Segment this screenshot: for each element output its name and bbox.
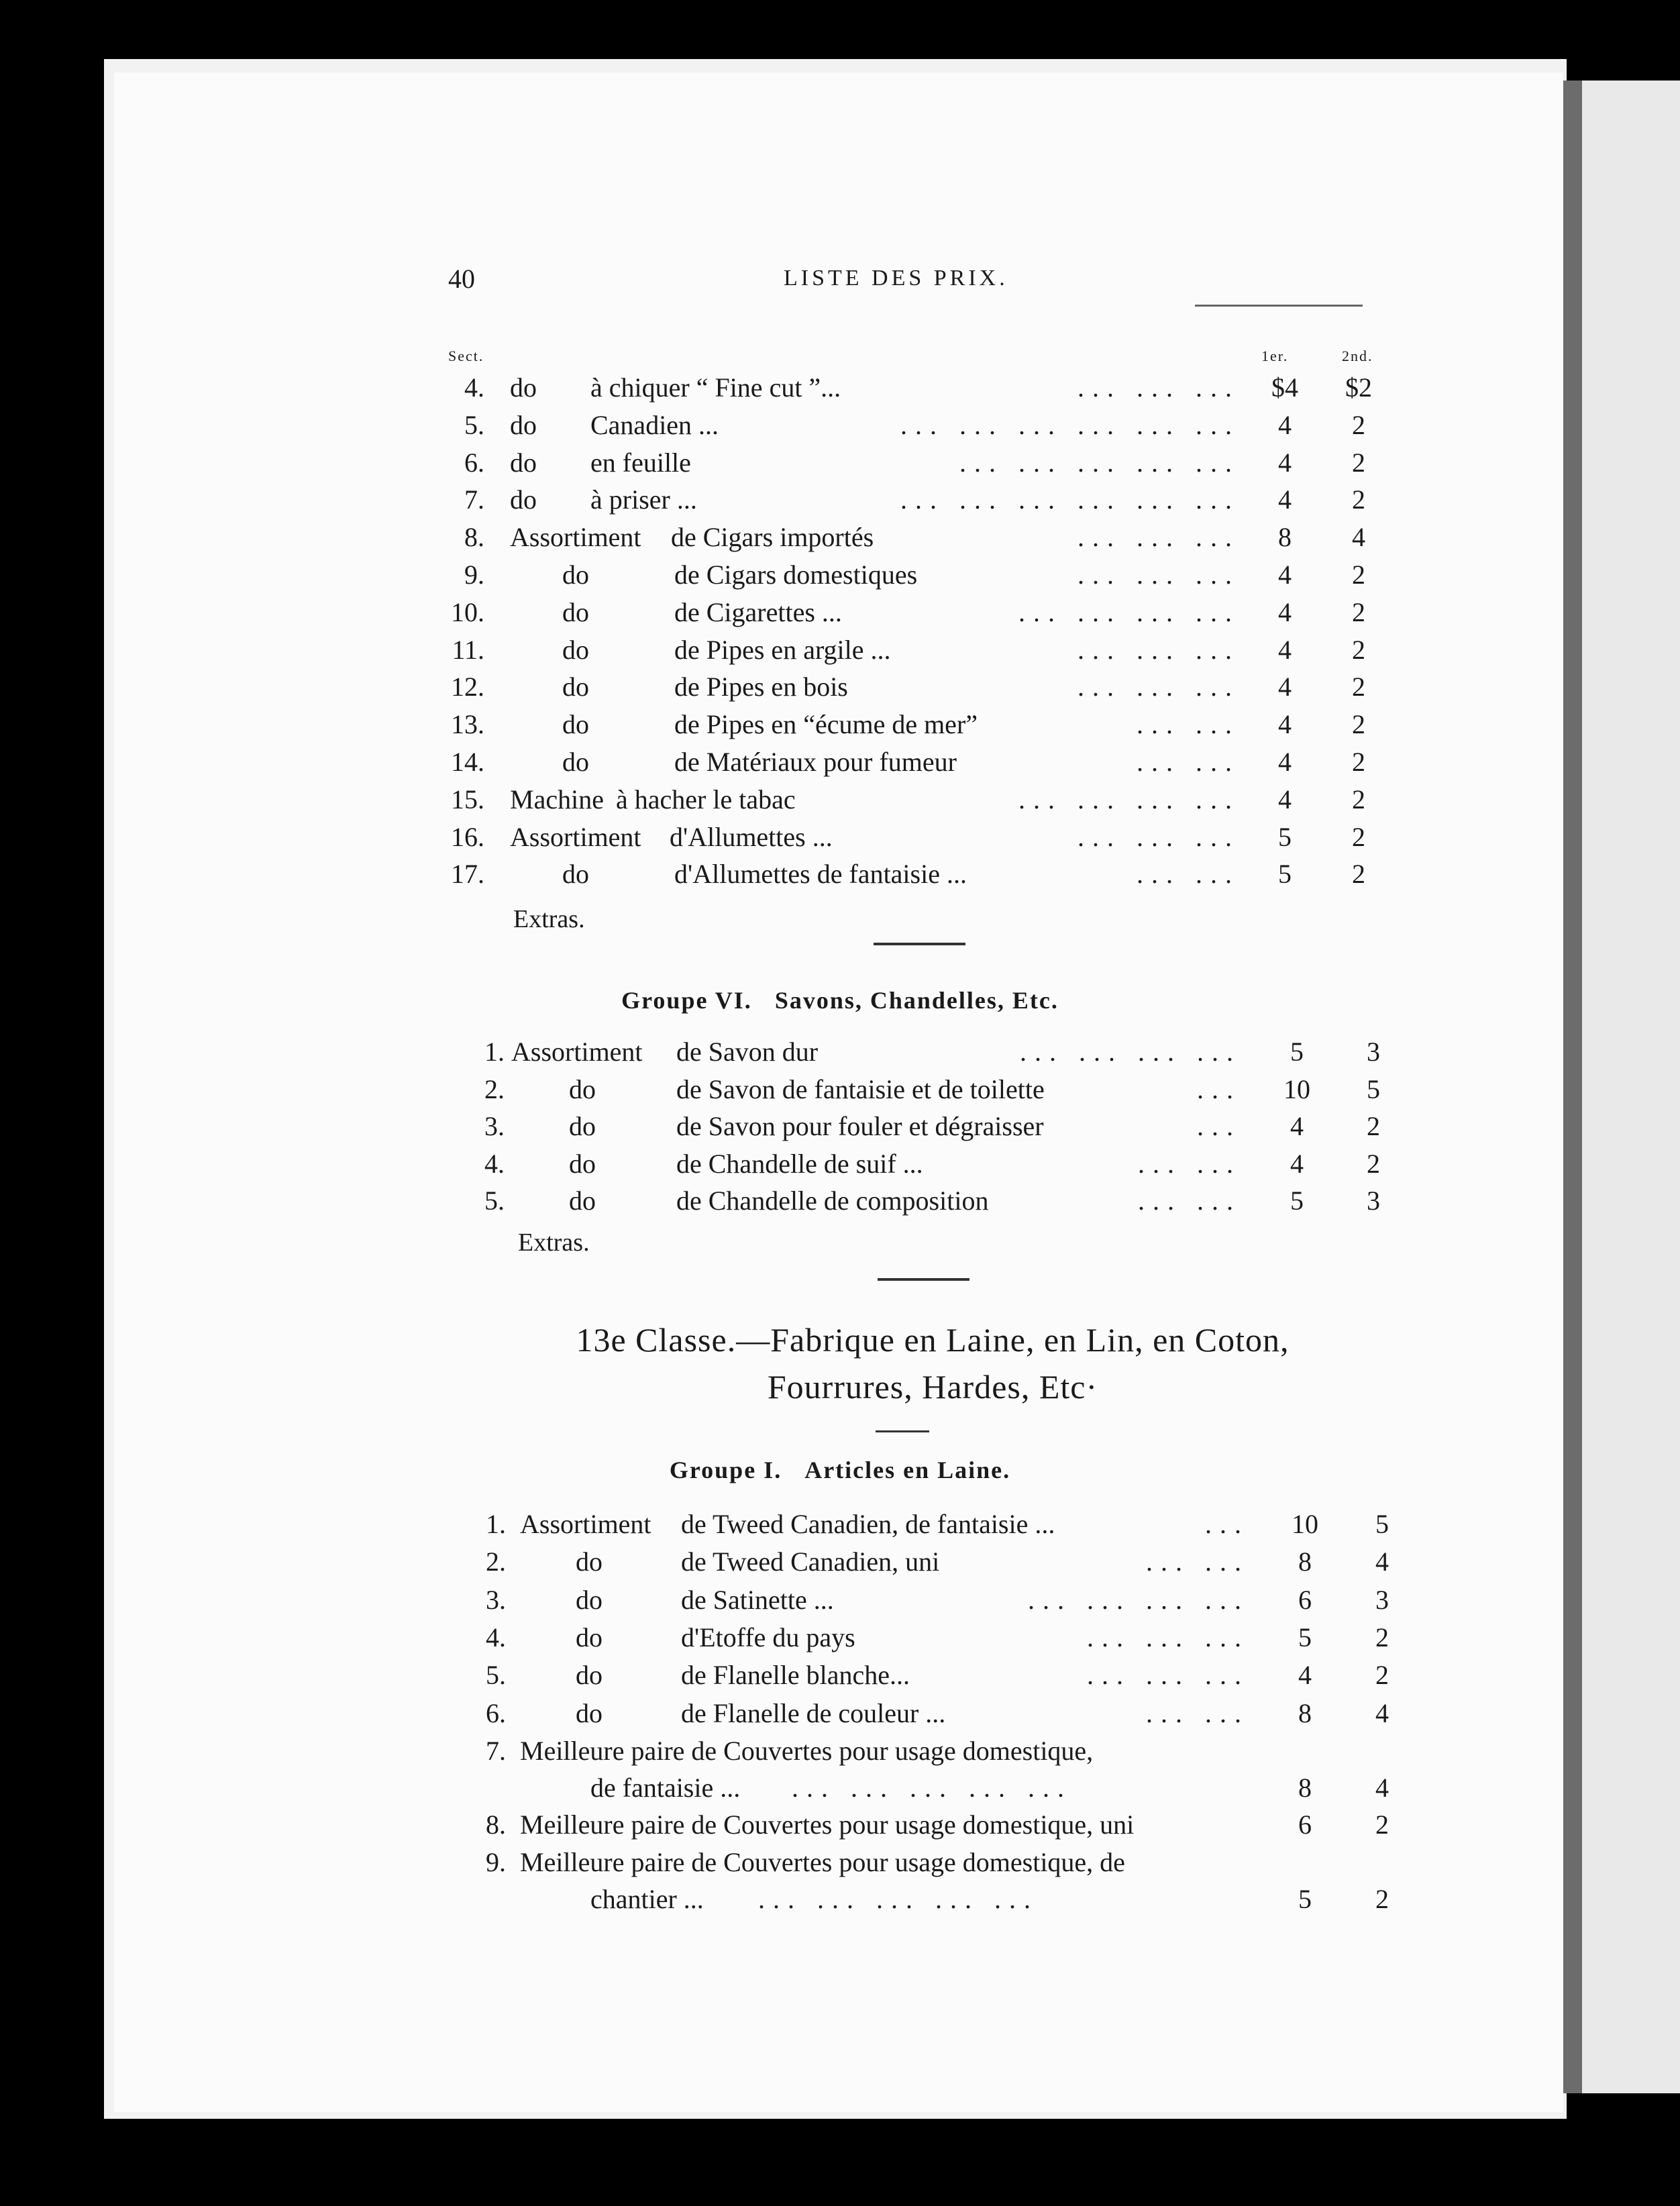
header-rule: [1195, 305, 1363, 307]
leader-dots: ... ... ...: [1087, 1622, 1249, 1652]
first-prize: 8: [1298, 1697, 1312, 1728]
table-row: [0, 1844, 1680, 1881]
second-prize: $2: [1345, 372, 1372, 403]
first-prize: 4: [1278, 484, 1292, 515]
row-description: de Flanelle blanche...: [681, 1660, 910, 1691]
separator: [874, 943, 965, 945]
leader-dots: ... ...: [1138, 1186, 1241, 1216]
row-number: 10.: [451, 596, 484, 627]
row-description: Meilleure paire de Couvertes pour usage domestique,: [520, 1736, 1094, 1766]
row-name: do: [562, 709, 589, 740]
row-name: do: [510, 372, 537, 403]
row-name: Assortiment: [510, 821, 641, 852]
row-name: do: [510, 447, 537, 478]
second-prize: 3: [1375, 1584, 1389, 1615]
group-name: Articles en Laine.: [804, 1457, 1011, 1483]
row-description: de Chandelle de composition: [676, 1186, 989, 1216]
table-row-continuation: [0, 1769, 1680, 1807]
second-prize: 2: [1352, 859, 1365, 890]
leader-dots: ... ...: [1146, 1697, 1249, 1728]
first-prize: 4: [1278, 560, 1292, 590]
column-header-second: 2nd.: [1342, 348, 1373, 364]
first-prize: 8: [1298, 1773, 1312, 1803]
class-heading-line: 13e Classe.—Fabrique en Laine, en Lin, en Coton,: [576, 1321, 1290, 1359]
second-prize: 2: [1352, 560, 1365, 590]
table-row: [0, 631, 1680, 669]
first-prize: 10: [1283, 1073, 1310, 1104]
row-number: 7.: [486, 1736, 506, 1766]
row-description: de Flanelle de couleur ...: [681, 1697, 946, 1728]
row-name: do: [576, 1546, 602, 1577]
table-row: [0, 1619, 1680, 1657]
first-prize: 5: [1278, 859, 1292, 890]
table-row-continuation: [0, 1881, 1680, 1918]
table-row: [0, 369, 1680, 407]
row-name: do: [562, 634, 589, 665]
row-name: do: [576, 1697, 602, 1728]
class-heading-line: Fourrures, Hardes, Etc·: [767, 1368, 1098, 1406]
first-prize: 10: [1292, 1509, 1318, 1539]
leader-dots: ... ... ... ...: [1020, 1037, 1241, 1067]
row-description: d'Etoffe du pays: [681, 1622, 855, 1652]
class-heading: [470, 1316, 1396, 1410]
row-name: do: [562, 672, 589, 702]
row-name: do: [569, 1111, 596, 1141]
table-row: [0, 1806, 1680, 1844]
row-name: do: [510, 409, 537, 440]
group-name: Savons, Chandelles, Etc.: [774, 987, 1059, 1014]
row-description: de Matériaux pour fumeur: [674, 747, 957, 777]
row-name: Assortiment: [520, 1509, 651, 1539]
row-name: do: [576, 1622, 602, 1652]
first-prize: 4: [1278, 747, 1292, 777]
second-prize: 2: [1352, 747, 1365, 777]
leader-dots: ... ... ...: [1087, 1660, 1249, 1691]
table-row: [0, 1732, 1680, 1770]
row-name: Assortiment: [510, 522, 641, 553]
row-number: 14.: [451, 747, 484, 777]
first-prize: 4: [1278, 784, 1292, 815]
second-prize: 2: [1352, 672, 1365, 702]
leader-dots: ... ... ...: [1078, 560, 1240, 590]
second-prize: 2: [1352, 821, 1365, 852]
column-header-section: Sect.: [448, 348, 484, 364]
table-row: [0, 594, 1680, 631]
group-label: Groupe I.: [669, 1457, 782, 1483]
second-prize: 2: [1352, 409, 1365, 440]
row-description: de Pipes en “écume de mer”: [674, 709, 978, 740]
row-description: de Tweed Canadien, uni: [681, 1546, 940, 1577]
row-number: 11.: [452, 634, 484, 665]
table-row: [0, 819, 1680, 856]
first-prize: 6: [1298, 1809, 1312, 1840]
first-prize: $4: [1271, 372, 1298, 403]
row-description: de Savon pour fouler et dégraisser: [676, 1111, 1044, 1141]
group-i-title: [0, 1456, 1680, 1484]
row-description: en feuille: [590, 447, 691, 478]
row-name: do: [576, 1660, 602, 1691]
row-description: d'Allumettes de fantaisie ...: [674, 859, 967, 890]
table-row: [0, 556, 1680, 594]
leader-dots: ... ...: [1137, 859, 1240, 890]
second-prize: 4: [1375, 1773, 1389, 1803]
first-prize: 4: [1278, 596, 1292, 627]
extras-label: Extras.: [518, 1228, 590, 1257]
row-description: de Savon dur: [676, 1037, 819, 1067]
row-name: do: [569, 1186, 596, 1216]
table-row: [0, 1071, 1680, 1108]
row-number: 4.: [464, 372, 484, 403]
second-prize: 2: [1375, 1809, 1389, 1840]
row-number: 4.: [486, 1622, 506, 1652]
first-prize: 6: [1298, 1584, 1312, 1615]
table-row: [0, 1145, 1680, 1183]
first-prize: 5: [1290, 1186, 1304, 1216]
leader-dots: ... ... ... ... ...: [959, 447, 1240, 478]
row-description: Meilleure paire de Couvertes pour usage domestique, de: [520, 1847, 1125, 1877]
row-description: Meilleure paire de Couvertes pour usage domestique, uni: [520, 1809, 1135, 1840]
table-row: [0, 1033, 1680, 1071]
row-number: 1.: [484, 1037, 505, 1067]
leader-dots: ... ... ...: [1078, 672, 1240, 702]
first-prize: 8: [1278, 522, 1292, 553]
row-name: do: [510, 484, 537, 515]
group-label: Groupe VI.: [621, 987, 752, 1014]
table-row: [0, 481, 1680, 519]
row-number: 8.: [486, 1809, 506, 1840]
table-row: [0, 855, 1680, 893]
row-description: de Satinette ...: [681, 1584, 834, 1615]
row-name: do: [562, 747, 589, 777]
separator: [876, 1430, 929, 1432]
first-prize: 4: [1290, 1111, 1304, 1141]
row-number: 12.: [451, 672, 484, 702]
row-description: de Cigars domestiques: [674, 560, 918, 590]
leader-dots: ... ... ... ...: [1018, 596, 1240, 627]
second-prize: 3: [1367, 1037, 1380, 1067]
leader-dots: ... ...: [1146, 1546, 1249, 1577]
leader-dots: ... ...: [1138, 1148, 1241, 1179]
first-prize: 4: [1278, 634, 1292, 665]
row-number: 2.: [484, 1073, 505, 1104]
row-number: 6.: [464, 447, 484, 478]
second-prize: 2: [1352, 484, 1365, 515]
leader-dots: ... ... ...: [1078, 372, 1240, 403]
leader-dots: ... ... ... ...: [1028, 1584, 1249, 1615]
table-row: [0, 743, 1680, 781]
row-description: à chiquer “ Fine cut ”...: [590, 372, 841, 403]
row-number: 9.: [464, 560, 484, 590]
table-row: [0, 1657, 1680, 1694]
row-description: chantier ...: [590, 1884, 704, 1914]
separator: [878, 1278, 969, 1281]
page-header: [448, 263, 1367, 297]
row-number: 17.: [451, 859, 484, 890]
row-number: 16.: [451, 821, 484, 852]
row-description: à priser ...: [590, 484, 697, 515]
table-row: [0, 706, 1680, 743]
row-number: 4.: [484, 1148, 505, 1179]
first-prize: 4: [1278, 709, 1292, 740]
leader-dots: ...: [1197, 1111, 1241, 1141]
running-title: LISTE DES PRIX.: [784, 266, 1008, 291]
row-number: 9.: [486, 1847, 506, 1877]
row-number: 3.: [486, 1584, 506, 1615]
leader-dots: ... ... ... ...: [1018, 784, 1240, 815]
leader-dots: ... ...: [1137, 747, 1240, 777]
row-description: d'Allumettes ...: [670, 821, 833, 852]
first-prize: 8: [1298, 1546, 1312, 1577]
row-description: de Chandelle de suif ...: [676, 1148, 923, 1179]
row-number: 5.: [486, 1660, 506, 1691]
second-prize: 2: [1352, 784, 1365, 815]
first-prize: 5: [1298, 1884, 1312, 1914]
table-row: [0, 519, 1680, 556]
extras-label: Extras.: [513, 905, 585, 933]
row-name: do: [562, 596, 589, 627]
second-prize: 2: [1367, 1111, 1380, 1141]
second-prize: 2: [1375, 1660, 1389, 1691]
first-prize: 5: [1290, 1037, 1304, 1067]
row-description: de Cigars importés: [671, 522, 874, 553]
table-row: [0, 1182, 1680, 1220]
second-prize: 2: [1352, 596, 1365, 627]
second-prize: 5: [1367, 1073, 1380, 1104]
leader-dots: ... ... ... ... ...: [758, 1884, 1039, 1914]
leader-dots: ... ...: [1137, 709, 1240, 740]
second-prize: 2: [1375, 1622, 1389, 1652]
row-number: 1.: [486, 1509, 506, 1539]
leader-dots: ... ... ...: [1078, 634, 1240, 665]
leader-dots: ...: [1205, 1509, 1249, 1539]
group-vi-title: [0, 986, 1680, 1014]
first-prize: 4: [1278, 447, 1292, 478]
second-prize: 2: [1352, 447, 1365, 478]
row-name: do: [576, 1584, 602, 1615]
second-prize: 4: [1375, 1546, 1389, 1577]
row-description: de Pipes en argile ...: [674, 634, 891, 665]
row-description: de Tweed Canadien, de fantaisie ...: [681, 1509, 1055, 1539]
row-name: do: [569, 1073, 596, 1104]
first-prize: 4: [1278, 672, 1292, 702]
table-row: [0, 668, 1680, 706]
second-prize: 2: [1375, 1884, 1389, 1914]
leader-dots: ... ... ... ... ... ...: [900, 484, 1240, 515]
row-description: de Pipes en bois: [674, 672, 848, 702]
second-prize: 2: [1352, 634, 1365, 665]
row-number: 5.: [464, 409, 484, 440]
first-prize: 4: [1278, 409, 1292, 440]
second-prize: 4: [1352, 522, 1365, 553]
leader-dots: ... ... ...: [1078, 821, 1240, 852]
row-number: 6.: [486, 1697, 506, 1728]
row-name: do: [569, 1148, 596, 1179]
row-description: à hacher le tabac: [616, 784, 796, 815]
column-header-first: 1er.: [1261, 348, 1289, 364]
row-number: 7.: [464, 484, 484, 515]
row-description: de fantaisie ...: [590, 1773, 741, 1803]
table-row: [0, 1581, 1680, 1619]
first-prize: 5: [1298, 1622, 1312, 1652]
first-prize: 4: [1290, 1148, 1304, 1179]
row-number: 13.: [451, 709, 484, 740]
leader-dots: ... ... ... ... ...: [792, 1773, 1072, 1803]
second-prize: 3: [1367, 1186, 1380, 1216]
row-name: do: [562, 859, 589, 890]
leader-dots: ...: [1197, 1073, 1241, 1104]
table-row: [0, 444, 1680, 482]
row-number: 5.: [484, 1186, 505, 1216]
row-description: de Savon de fantaisie et de toilette: [676, 1073, 1045, 1104]
first-prize: 5: [1278, 821, 1292, 852]
second-prize: 5: [1375, 1509, 1389, 1539]
table-row: [0, 1108, 1680, 1145]
page-number: 40: [448, 264, 475, 294]
row-name: Assortiment: [511, 1037, 643, 1067]
table-row: [0, 781, 1680, 819]
leader-dots: ... ... ...: [1078, 522, 1240, 553]
row-name: Machine: [510, 784, 604, 815]
row-description: Canadien ...: [590, 409, 719, 440]
second-prize: 4: [1375, 1697, 1389, 1728]
table-row: [0, 1506, 1680, 1543]
row-number: 15.: [451, 784, 484, 815]
table-row: [0, 1695, 1680, 1732]
table-row: [0, 407, 1680, 444]
first-prize: 4: [1298, 1660, 1312, 1691]
second-prize: 2: [1352, 709, 1365, 740]
table-row: [0, 1543, 1680, 1581]
row-name: do: [562, 560, 589, 590]
row-number: 3.: [484, 1111, 505, 1141]
leader-dots: ... ... ... ... ... ...: [900, 409, 1240, 440]
second-prize: 2: [1367, 1148, 1380, 1179]
row-number: 8.: [464, 522, 484, 553]
row-description: de Cigarettes ...: [674, 596, 842, 627]
row-number: 2.: [486, 1546, 506, 1577]
